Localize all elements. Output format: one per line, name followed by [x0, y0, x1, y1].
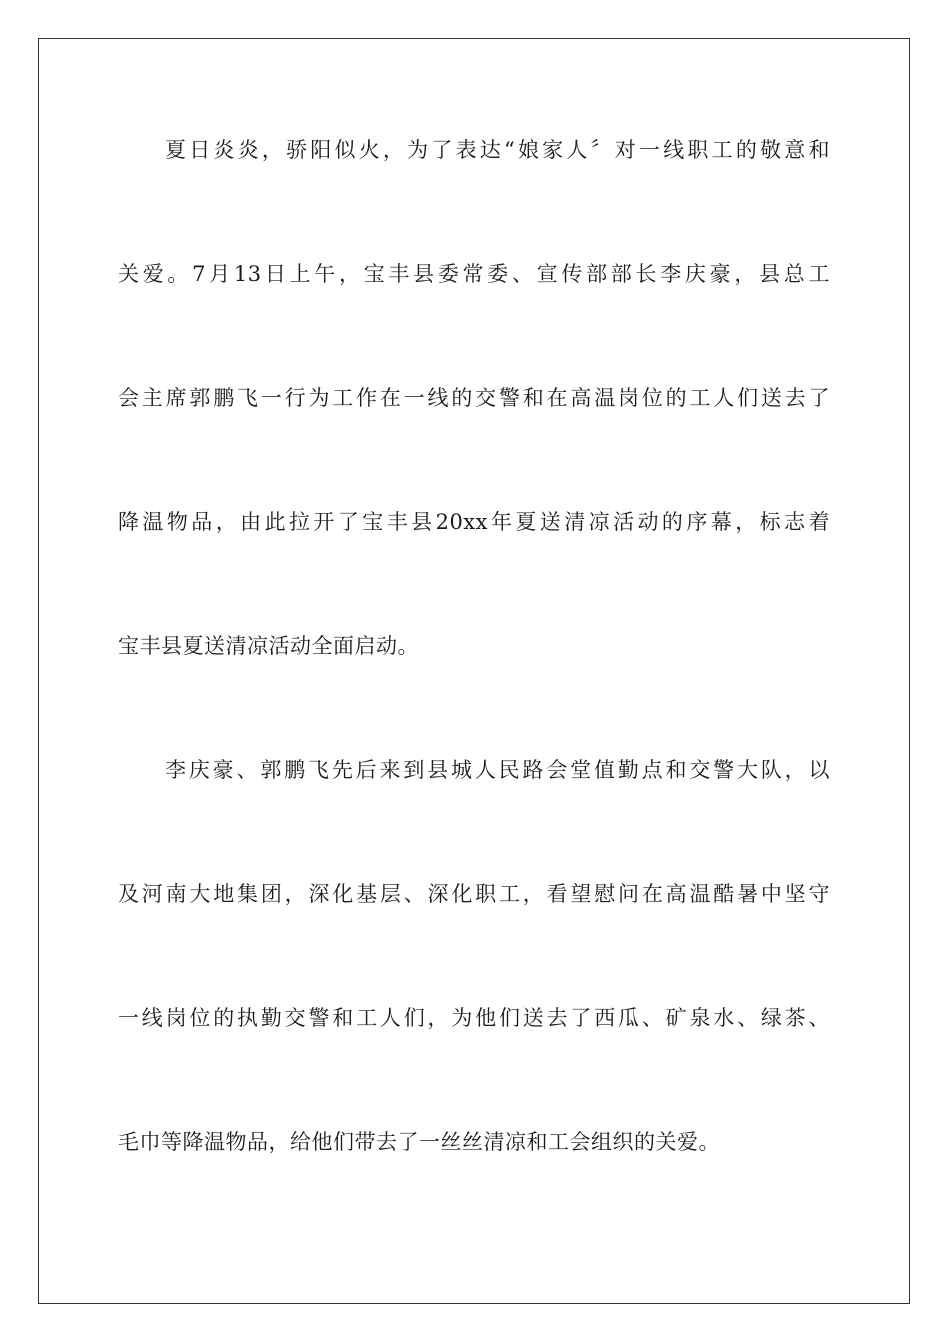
paragraph-1-line-3: 会主席郭鹏飞一行为工作在一线的交警和在高温岗位的工人们送去了	[118, 386, 830, 410]
paragraph-2-line-3: 一线岗位的执勤交警和工人们，为他们送去了西瓜、矿泉水、绿茶、	[118, 1006, 830, 1030]
paragraph-1-line-4: 降温物品，由此拉开了宝丰县20xx年夏送清凉活动的序幕，标志着	[118, 510, 830, 534]
page-frame	[38, 38, 910, 1304]
paragraph-1-line-5: 宝丰县夏送清凉活动全面启动。	[118, 634, 419, 658]
paragraph-1-line-2: 关爱。7月13日上午，宝丰县委常委、宣传部部长李庆豪，县总工	[118, 262, 830, 286]
paragraph-1-line-1: 夏日炎炎，骄阳似火，为了表达“娘家人〞对一线职工的敬意和	[165, 138, 830, 162]
paragraph-2-line-2: 及河南大地集团，深化基层、深化职工，看望慰问在高温酷暑中坚守	[118, 882, 830, 906]
paragraph-2-line-1: 李庆豪、郭鹏飞先后来到县城人民路会堂值勤点和交警大队，以	[165, 758, 830, 782]
paragraph-2-line-4: 毛巾等降温物品，给他们带去了一丝丝清凉和工会组织的关爱。	[118, 1130, 720, 1154]
